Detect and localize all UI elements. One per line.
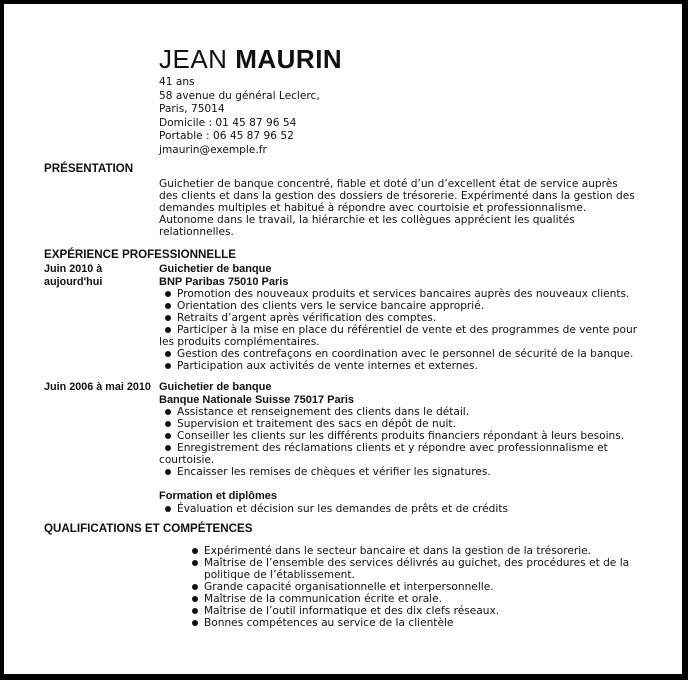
job-bullet: Conseiller les clients sur les différents produits financiers répondant à leurs besoins. bbox=[159, 430, 659, 442]
address-city: Paris, 75014 bbox=[159, 103, 225, 116]
job-bullet: Supervision et traitement des sacs en dépôt de nuit. bbox=[159, 418, 659, 430]
qualification-item: Maîtrise de l’outil informatique et des dix clefs réseaux. bbox=[186, 605, 666, 617]
job-bullet: Orientation des clients vers le service bancaire approprié. bbox=[159, 300, 659, 312]
age: 41 ans bbox=[159, 76, 195, 88]
section-title-presentation: PRÉSENTATION bbox=[44, 162, 134, 175]
job-date-line: aujourd'hui bbox=[44, 275, 103, 288]
presentation-line: des clients et dans la gestion des dossiers de trésorerie. Expérimenté dans la gestion des bbox=[159, 190, 635, 202]
job-bullet: Gestion des contrefaçons en coordination avec le personnel de sécurité de la banque. bbox=[159, 348, 659, 360]
job-bullet: Participer à la mise en place du référentiel de vente et des programmes de vente pour bbox=[159, 324, 659, 336]
presentation-line: relationnelles. bbox=[159, 226, 234, 238]
job-bullet: Retraits d’argent après vérification des comptes. bbox=[159, 312, 659, 324]
presentation-line: demandes multiples et habitué à répondre avec courtoisie et professionnalisme. bbox=[159, 202, 587, 214]
job-bullet: Promotion des nouveaux produits et services bancaires auprès des nouveaux clients. bbox=[159, 288, 659, 300]
job-bullet-continuation: courtoisie. bbox=[159, 454, 215, 466]
qualification-item: Maîtrise de l’ensemble des services délivrés au guichet, des procédures et de la bbox=[186, 557, 666, 569]
job-date-line: Juin 2010 à bbox=[44, 263, 103, 275]
job-date bbox=[44, 263, 102, 288]
qualifications-list bbox=[186, 545, 666, 629]
contact-block bbox=[159, 76, 320, 158]
job-date bbox=[44, 381, 151, 394]
qualification-item-continuation: politique de l’établissement. bbox=[204, 569, 355, 581]
section-title-qualifications: QUALIFICATIONS ET COMPÉTENCES bbox=[44, 522, 253, 535]
section-title-experience: EXPÉRIENCE PROFESSIONNELLE bbox=[44, 248, 236, 261]
job-title: Guichetier de banque bbox=[159, 381, 272, 393]
job-bullet: Participation aux activités de vente internes et externes. bbox=[159, 360, 659, 372]
job-bullet-continuation: les produits complémentaires. bbox=[159, 336, 320, 348]
job-entry bbox=[159, 381, 659, 515]
last-name: MAURIN bbox=[235, 44, 343, 74]
subsection-title: Formation et diplômes bbox=[159, 490, 277, 502]
phone-home: Domicile : 01 45 87 96 54 bbox=[159, 116, 297, 129]
job-bullets bbox=[159, 288, 659, 372]
job-bullet: Assistance et renseignement des clients dans le détail. bbox=[159, 406, 659, 418]
qualification-item: Grande capacité organisationnelle et interpersonnelle. bbox=[186, 581, 666, 593]
job-bullet: Encaisser les remises de chèques et vérifier les signatures. bbox=[159, 466, 659, 478]
phone-mobile: Portable : 06 45 87 96 52 bbox=[159, 130, 294, 143]
subsection-bullets bbox=[159, 503, 659, 515]
job-date-line: Juin 2006 à mai 2010 bbox=[44, 381, 151, 393]
job-title: Guichetier de banque bbox=[159, 263, 272, 275]
email: jmaurin@exemple.fr bbox=[159, 143, 267, 156]
qualification-item: Expérimenté dans le secteur bancaire et dans la gestion de la trésorerie. bbox=[186, 545, 666, 557]
job-company: BNP Paribas 75010 Paris bbox=[159, 275, 289, 288]
job-bullets bbox=[159, 406, 659, 478]
candidate-name bbox=[159, 44, 342, 75]
qualification-item: Maîtrise de la communication écrite et orale. bbox=[186, 593, 666, 605]
presentation-line: Autonome dans le travail, la hiérarchie et les collègues apprécient les qualités bbox=[159, 214, 575, 226]
resume-page bbox=[4, 4, 682, 674]
job-company: Banque Nationale Suisse 75017 Paris bbox=[159, 393, 355, 406]
presentation-text bbox=[159, 178, 659, 238]
qualification-bullets bbox=[186, 545, 666, 629]
job-entry bbox=[159, 263, 659, 372]
first-name: JEAN bbox=[159, 44, 228, 74]
job-bullet: Enregistrement des réclamations clients et y répondre avec professionnalisme et bbox=[159, 442, 659, 454]
address-street: 58 avenue du général Leclerc, bbox=[159, 89, 320, 102]
subsection-bullet: Évaluation et décision sur les demandes de prêts et de crédits bbox=[159, 503, 659, 515]
qualification-item: Bonnes compétences au service de la clientèle bbox=[186, 617, 666, 629]
presentation-line: Guichetier de banque concentré, fiable et doté d’un d’excellent état de service auprès bbox=[159, 178, 618, 190]
